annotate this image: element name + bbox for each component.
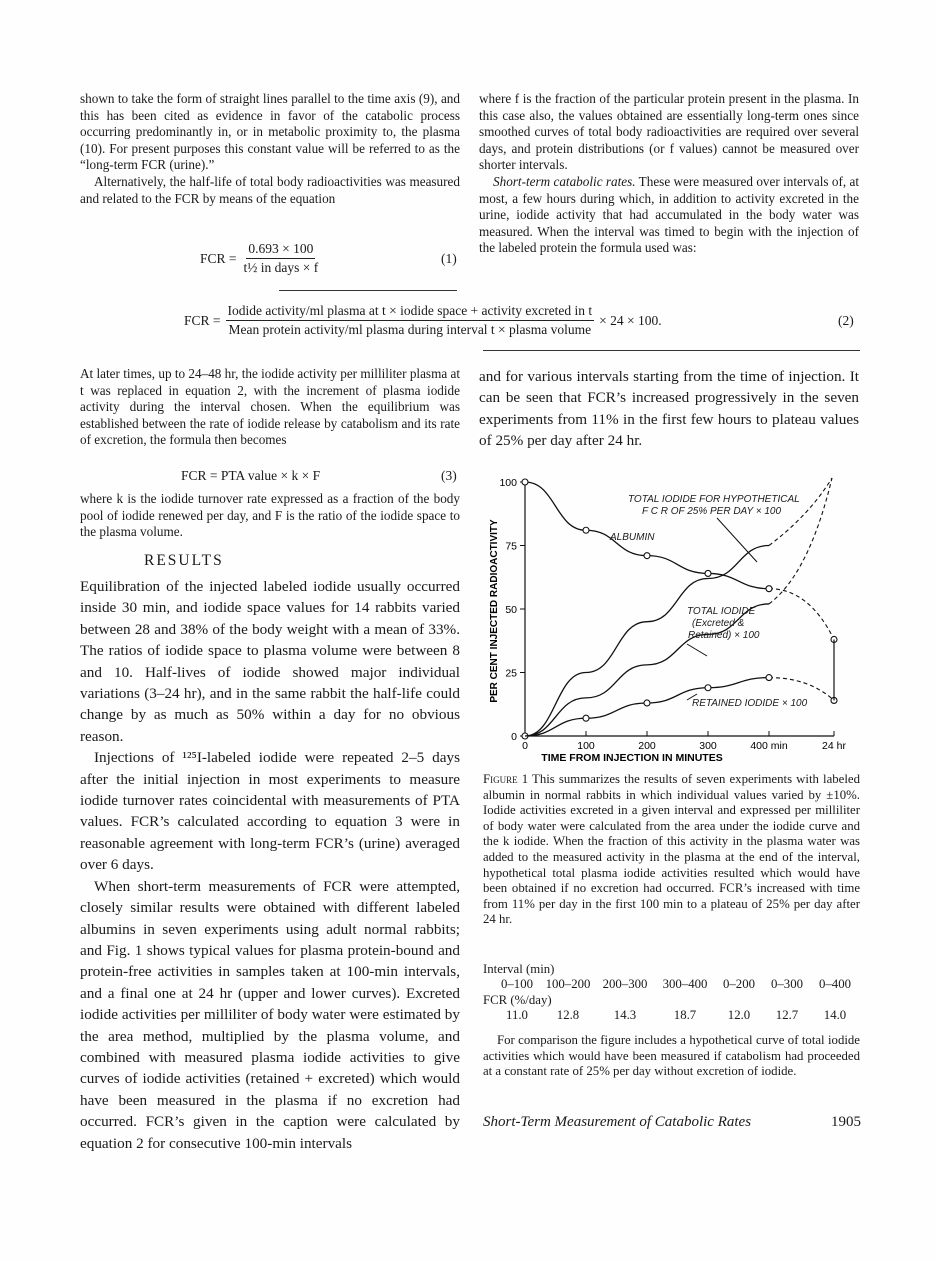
fcr-table [483, 962, 859, 1023]
left-column-mid [80, 366, 460, 449]
equation-numerator: 0.693 × 100 [246, 241, 315, 259]
equation-number: (1) [441, 251, 457, 266]
running-title: Short-Term Measurement of Catabolic Rates [483, 1114, 752, 1130]
data-point [644, 700, 650, 706]
paragraph: shown to take the form of straight lines parallel to the time axis (9), and this has been cited as evidence in favor of the catabolic process occurring predominantly in, or in metabolic proximity to, the plasma (10). For present purposes this constant value will be referred to as the “long-term FCR (urine).” [80, 91, 460, 173]
interval-cell: 0–400 [819, 977, 851, 991]
paragraph: At later times, up to 24–48 hr, the iodide activity per milliliter plasma at t was replaced in equation 2, with the increment of plasma iodide activity during the interval chosen. When the equilibrium was established between the rate of iodide release by catabolism and its rate of excretion, the formula then becomes [80, 366, 460, 448]
data-point [583, 715, 589, 721]
hyp-label-2: F C R OF 25% PER DAY × 100 [642, 506, 782, 517]
paragraph: and for various intervals starting from the time of injection. It can be seen that FCR’s increased progressively in the seven experiments from 11% in the first few hours to plateau values of 25% per day after 24 hr. [479, 368, 859, 450]
figure-1-chart [482, 466, 862, 766]
equation-denominator: Mean protein activity/ml plasma during interval t × plasma volume [228, 322, 592, 337]
interval-cell: 0–100 [501, 977, 533, 991]
paragraph: Alternatively, the half-life of total body radioactivities was measured and related to the FCR by means of the equation [80, 173, 460, 206]
fcr-value-cell: 18.7 [673, 1008, 697, 1022]
fcr-value-cell: 14.3 [613, 1008, 637, 1022]
page-number: 1905 [831, 1114, 861, 1130]
x-tick-label: 24 hr [822, 740, 846, 752]
paragraph: where k is the iodide turnover rate expressed as a fraction of the body pool of iodide renewed per day, and F is the ratio of the iodide space to the plasma volume. [80, 491, 460, 540]
leader-line [717, 518, 757, 562]
fcr-value-cell: 11.0 [506, 1008, 528, 1022]
total-iodide-label-3: Retained) × 100 [688, 630, 760, 641]
fcr-value-cell: 12.8 [556, 1008, 580, 1022]
data-point [766, 586, 772, 592]
series-extension-0 [769, 589, 834, 640]
fcr-value-cell: 12.0 [727, 1008, 751, 1022]
paragraph: When short-term measurements of FCR were attempted, closely similar results were obtained with different labeled albumins in seven experiments using adult normal rabbits; and Fig. 1 shows typical values for plasma protein-bound and protein-free activities in samples taken at 100-min intervals, and a final one at 24 hr (upper and lower curves). Excreted iodide activities per milliliter of body water were estimated by the area method, multiplied by the plasma volume, and combined with measured plasma iodide activities to give curves of iodide activities (retained + excreted) which would have been measured in the plasma if no excretion had occurred. FCR’s given in the caption were calculated by equation 2 for consecutive 100-min intervals [80, 877, 460, 1152]
equation-numerator: Iodide activity/ml plasma at t × iodide space + activity excreted in t [226, 303, 595, 321]
interval-label: Interval (min) [483, 962, 555, 976]
data-point [583, 527, 589, 533]
figure-caption [483, 772, 860, 928]
retained-label: RETAINED IODIDE × 100 [692, 698, 808, 709]
y-axis-label: PER CENT INJECTED RADIOACTIVITY [489, 519, 500, 703]
equation-number: (2) [838, 313, 854, 328]
caption-head: Figure 1 [483, 772, 529, 786]
paragraph: Equilibration of the injected labeled iodide usually occurred inside 30 min, and iodide space values for 14 rabbits varied between 28 and 38% of the body weight with a mean of 33%. The ratios of iodide space to plasma volume were between 8 and 10. Half-lives of iodide showed major individual variations (3–24 hr), and in the same rabbit the half-life could change by as much as 50% within a day for no obvious reason. [80, 578, 460, 745]
fcr-value-cell: 12.7 [775, 1008, 799, 1022]
divider [279, 290, 457, 291]
equation-text: FCR = PTA value × k × F [181, 468, 321, 483]
equation-2 [184, 303, 662, 338]
x-tick-label: 0 [522, 740, 528, 752]
equation-lhs: FCR = [184, 312, 221, 328]
fcr-label: FCR (%/day) [483, 993, 552, 1007]
interval-cell: 100–200 [545, 977, 591, 991]
comparison-note: For comparison the figure includes a hypothetical curve of total iodide activities which would have been measured if catabolism had proceeded at a constant rate of 25% per day without excretion of iodide. [483, 1033, 860, 1079]
paragraph: Short-term catabolic rates. These were measured over intervals of, at most, a few hours during which, in addition to activity excreted in the urine, iodide activity that had accumulated in the body water was measured. When the interval was timed to begin with the injection of the labeled protein the formula used was: [479, 173, 860, 256]
y-tick-label: 25 [505, 667, 517, 680]
total-iodide-label-1: TOTAL IODIDE [687, 606, 756, 617]
leader-line [687, 644, 707, 656]
divider [483, 350, 860, 351]
albumin-label: ALBUMIN [610, 532, 655, 543]
fcr-value-cell: 14.0 [823, 1008, 847, 1022]
equation-denominator: t½ in days × f [243, 260, 319, 275]
results-body [80, 576, 460, 1154]
paragraph: where f is the fraction of the particular protein present in the plasma. In this case also, the values obtained are essentially long-term ones since smoothed curves of total body radioactivities are required over several days, and protein distributions (or f values) cannot be measured over shorter intervals. [479, 91, 859, 173]
hyp-label-1: TOTAL IODIDE FOR HYPOTHETICAL [628, 494, 800, 505]
y-tick-label: 0 [511, 731, 517, 743]
x-tick-label: 200 [638, 740, 656, 752]
equation-3 [181, 468, 320, 484]
right-column-top [479, 91, 859, 257]
y-tick-label: 50 [505, 604, 517, 616]
data-point [766, 675, 772, 681]
equation-lhs: FCR = [200, 250, 237, 266]
y-tick-label: 75 [505, 540, 517, 553]
run-in-heading: Short-term catabolic rates. [493, 173, 636, 189]
total-iodide-label-2: (Excreted & [692, 618, 745, 629]
interval-cell: 0–300 [771, 977, 803, 991]
interval-cell: 300–400 [662, 977, 708, 991]
paragraph: Injections of ¹²⁵I-labeled iodide were repeated 2–5 days after the initial injection in most experiments to measure iodide turnover rates coincidental with measurements of PTA values. FCR’s calculated according to equation 3 were in reasonable agreement with long-term FCR’s (urine) averaged over 6 days. [80, 749, 460, 874]
x-tick-label: 100 [577, 740, 595, 752]
x-tick-label: 400 min [750, 740, 788, 752]
running-footer [483, 1114, 861, 1131]
equation-rhs: × 24 × 100. [599, 312, 662, 328]
interval-cell: 0–200 [723, 977, 755, 991]
left-column-mid-2 [80, 491, 460, 541]
caption-text: This summarizes the results of seven experiments with labeled albumin in normal rabbits in which individual values varied by ±10%. Iodide activities excreted in a given interval and expressed per milliliter of body water were calculated from the area under the iodide curve and the k iodide. When the fraction of this activity in the plasma water was added to the measured activity in the plasma at the end of the interval, hypothetical total plasma iodide activities resulted which would have been obtained if no excretion had occurred. FCR’s increased with time from 11% per day in the first 100 min to a plateau of 25% per day after 24 hr. [483, 772, 860, 927]
series-extension-2 [769, 678, 834, 701]
right-column-mid [479, 366, 859, 452]
data-point [705, 685, 711, 691]
data-point [705, 570, 711, 576]
data-point [522, 479, 528, 485]
intervals-row [493, 977, 859, 992]
x-axis-label: TIME FROM INJECTION IN MINUTES [541, 752, 723, 764]
data-point [644, 553, 650, 559]
equation-1 [200, 241, 325, 276]
values-row [493, 1008, 859, 1023]
section-heading: RESULTS [144, 552, 224, 569]
equation-number: (3) [441, 468, 457, 483]
left-column-top [80, 91, 460, 207]
y-tick-label: 100 [499, 477, 517, 489]
interval-cell: 200–300 [602, 977, 648, 991]
x-tick-label: 300 [699, 740, 717, 752]
